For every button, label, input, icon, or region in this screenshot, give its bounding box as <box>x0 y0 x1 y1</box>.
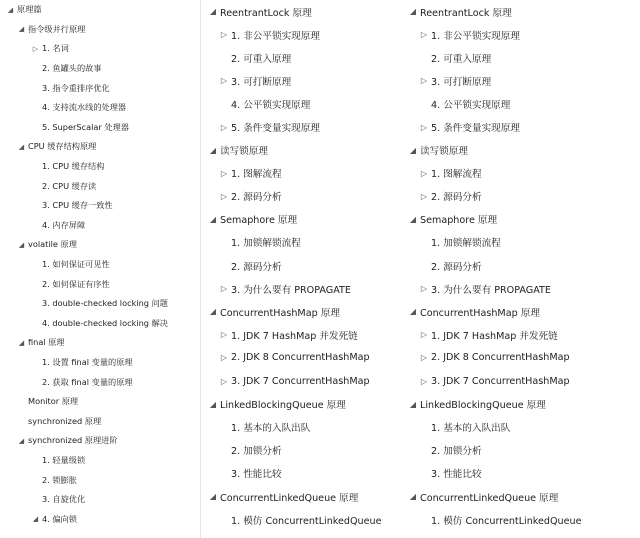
expand-triangle-icon[interactable]: ▷ <box>420 376 428 386</box>
outline-item-label: 3. 为什么要有 PROPAGATE <box>231 284 351 296</box>
outline-item[interactable] <box>402 254 640 277</box>
expand-triangle-icon[interactable]: ▷ <box>220 76 228 86</box>
outline-item-label: 1. 图解流程 <box>231 169 282 181</box>
outline-item-label: 4. double-checked locking 解决 <box>42 317 168 328</box>
outline-item[interactable] <box>202 69 400 92</box>
outline-item[interactable] <box>202 0 400 23</box>
outline-item-label: 3. JDK 7 ConcurrentHashMap <box>431 375 570 387</box>
outline-item-label: 1. 设置 final 变量的原理 <box>42 356 133 367</box>
outline-item[interactable] <box>402 69 640 92</box>
expand-triangle-icon[interactable]: ▷ <box>220 330 228 340</box>
expand-triangle-icon[interactable]: ▷ <box>220 30 228 40</box>
collapse-triangle-icon[interactable]: ◢ <box>7 5 14 14</box>
outline-item[interactable] <box>202 393 400 416</box>
outline-item[interactable] <box>0 314 200 334</box>
outline-item[interactable] <box>202 300 400 323</box>
outline-item-label: 2. 加锁分析 <box>431 446 482 458</box>
outline-item-label: 3. CPU 缓存一致性 <box>42 200 113 211</box>
expand-triangle-icon[interactable]: ▷ <box>220 168 228 178</box>
collapse-triangle-icon[interactable]: ◢ <box>209 7 217 17</box>
collapse-triangle-icon[interactable]: ◢ <box>18 240 25 249</box>
outline-item[interactable] <box>402 231 640 254</box>
outline-item[interactable] <box>402 416 640 439</box>
outline-item-label: 原理篇 <box>17 4 42 15</box>
outline-panel-middle <box>202 0 400 531</box>
outline-item[interactable] <box>402 346 640 369</box>
outline-item[interactable] <box>202 231 400 254</box>
outline-item[interactable] <box>0 39 200 59</box>
outline-item-label: 3. JDK 7 ConcurrentHashMap <box>231 375 370 387</box>
outline-item[interactable] <box>0 118 200 138</box>
outline-item[interactable] <box>402 393 640 416</box>
outline-item[interactable] <box>202 370 400 393</box>
outline-item[interactable] <box>202 23 400 46</box>
expand-triangle-icon[interactable]: ▷ <box>420 353 428 363</box>
outline-item-label: 2. 源码分析 <box>431 192 482 204</box>
collapse-triangle-icon[interactable]: ◢ <box>409 492 417 502</box>
collapse-triangle-icon[interactable]: ◢ <box>18 338 25 347</box>
outline-item-label: CPU 缓存结构原理 <box>28 141 97 152</box>
collapse-triangle-icon[interactable]: ◢ <box>209 145 217 155</box>
outline-item[interactable] <box>402 323 640 346</box>
outline-item[interactable] <box>402 162 640 185</box>
outline-item-label: volatile 原理 <box>28 239 77 250</box>
outline-item[interactable] <box>0 176 200 196</box>
outline-item[interactable] <box>0 392 200 412</box>
outline-item-label: 2. JDK 8 ConcurrentHashMap <box>231 352 370 364</box>
outline-item[interactable] <box>0 216 200 236</box>
outline-panel-left <box>0 0 201 538</box>
outline-item[interactable] <box>0 255 200 275</box>
collapse-triangle-icon[interactable]: ◢ <box>409 399 417 409</box>
outline-item[interactable] <box>0 509 200 529</box>
collapse-triangle-icon[interactable]: ◢ <box>209 399 217 409</box>
outline-item[interactable] <box>0 59 200 79</box>
outline-item[interactable] <box>202 254 400 277</box>
outline-item[interactable] <box>0 235 200 255</box>
outline-item-label: 2. CPU 缓存读 <box>42 180 97 191</box>
outline-item[interactable] <box>202 185 400 208</box>
outline-item[interactable] <box>402 46 640 69</box>
outline-item-label: ConcurrentLinkedQueue 原理 <box>420 492 559 504</box>
outline-item-label: 3. double-checked locking 问题 <box>42 298 168 309</box>
outline-item-label: 2. 可重入原理 <box>231 53 292 65</box>
outline-item-label: 1. 轻量级锁 <box>42 454 86 465</box>
expand-triangle-icon[interactable]: ▷ <box>420 191 428 201</box>
outline-item-label: 5. 条件变量实现原理 <box>231 123 320 135</box>
outline-item[interactable] <box>402 508 640 531</box>
outline-item[interactable] <box>202 115 400 138</box>
outline-item-label: 4. 公平锁实现原理 <box>431 99 511 111</box>
outline-item-label: 2. 可重入原理 <box>431 53 492 65</box>
outline-item-label: Monitor 原理 <box>28 396 79 407</box>
expand-triangle-icon[interactable]: ▷ <box>420 284 428 294</box>
outline-item-label: 2. 源码分析 <box>231 192 282 204</box>
collapse-triangle-icon[interactable]: ◢ <box>409 145 417 155</box>
outline-item[interactable] <box>402 485 640 508</box>
outline-item[interactable] <box>202 323 400 346</box>
outline-item-label: 2. 源码分析 <box>431 261 482 273</box>
collapse-triangle-icon[interactable]: ◢ <box>409 307 417 317</box>
outline-item-label: 2. 获取 final 变量的原理 <box>42 376 133 387</box>
outline-item-label: 3. 可打断原理 <box>431 76 492 88</box>
outline-item-label: 2. 加锁分析 <box>231 446 282 458</box>
outline-item-label: 4. 支持流水线的处理器 <box>42 102 127 113</box>
outline-item[interactable] <box>0 137 200 157</box>
outline-item[interactable] <box>202 416 400 439</box>
outline-item-label: 1. JDK 7 HashMap 并发死链 <box>231 330 358 342</box>
outline-item[interactable] <box>202 346 400 369</box>
outline-item[interactable] <box>402 139 640 162</box>
outline-item[interactable] <box>0 333 200 353</box>
outline-item[interactable] <box>202 92 400 115</box>
expand-triangle-icon[interactable]: ▷ <box>420 168 428 178</box>
outline-item-label: 5. 条件变量实现原理 <box>431 123 520 135</box>
outline-item-label: 3. 指令重排序优化 <box>42 82 110 93</box>
outline-item-label: 2. 如何保证有序性 <box>42 278 110 289</box>
outline-item-label: 3. 为什么要有 PROPAGATE <box>431 284 551 296</box>
collapse-triangle-icon[interactable]: ◢ <box>209 307 217 317</box>
outline-item-label: ConcurrentHashMap 原理 <box>220 307 340 319</box>
outline-item[interactable] <box>402 92 640 115</box>
outline-item-label: LinkedBlockingQueue 原理 <box>220 400 346 412</box>
outline-item-label: 1. 图解流程 <box>431 169 482 181</box>
outline-item-label: ReentrantLock 原理 <box>420 7 512 19</box>
outline-item-label: 1. 非公平锁实现原理 <box>231 30 320 42</box>
outline-item[interactable] <box>202 277 400 300</box>
outline-item[interactable] <box>0 294 200 314</box>
outline-item-label: 3. 自旋优化 <box>42 494 86 505</box>
outline-item[interactable] <box>0 157 200 177</box>
outline-item-label: 2. 鱼罐头的故事 <box>42 63 102 74</box>
outline-item[interactable] <box>202 485 400 508</box>
outline-item-label: 1. 基本的入队出队 <box>431 423 511 435</box>
collapse-triangle-icon[interactable]: ◢ <box>18 142 25 151</box>
outline-item[interactable] <box>202 46 400 69</box>
outline-item[interactable] <box>0 20 200 40</box>
outline-item-label: 1. 如何保证可见性 <box>42 259 110 270</box>
collapse-triangle-icon[interactable]: ◢ <box>209 214 217 224</box>
outline-item[interactable] <box>402 115 640 138</box>
outline-item[interactable] <box>0 196 200 216</box>
outline-item[interactable] <box>202 439 400 462</box>
outline-item[interactable] <box>0 0 200 20</box>
outline-item-label: 读写锁原理 <box>420 146 468 158</box>
outline-item-label: LinkedBlockingQueue 原理 <box>420 400 546 412</box>
outline-item-label: 1. 名词 <box>42 43 69 54</box>
outline-panel-right <box>402 0 640 531</box>
outline-item-label: 2. 源码分析 <box>231 261 282 273</box>
outline-item-label: final 原理 <box>28 337 65 348</box>
expand-triangle-icon[interactable]: ▷ <box>220 353 228 363</box>
expand-triangle-icon[interactable]: ▷ <box>420 30 428 40</box>
outline-item[interactable] <box>202 462 400 485</box>
expand-triangle-icon[interactable]: ▷ <box>32 44 39 53</box>
expand-triangle-icon[interactable]: ▷ <box>420 330 428 340</box>
outline-item[interactable] <box>402 300 640 323</box>
outline-item[interactable] <box>402 439 640 462</box>
outline-item-label: 1. 加锁解锁流程 <box>431 238 501 250</box>
outline-item[interactable] <box>402 370 640 393</box>
outline-item[interactable] <box>0 411 200 431</box>
collapse-triangle-icon[interactable]: ◢ <box>409 7 417 17</box>
outline-item[interactable] <box>0 470 200 490</box>
outline-item-label: ConcurrentHashMap 原理 <box>420 307 540 319</box>
outline-item-label: 指令级并行原理 <box>28 23 86 34</box>
outline-item[interactable] <box>0 353 200 373</box>
outline-item-label: Semaphore 原理 <box>220 215 298 227</box>
outline-item[interactable] <box>0 98 200 118</box>
outline-item[interactable] <box>402 0 640 23</box>
outline-item-label: 4. 内存屏障 <box>42 219 86 230</box>
outline-item-label: 3. 性能比较 <box>431 469 482 481</box>
outline-item-label: 4. 公平锁实现原理 <box>231 99 311 111</box>
outline-item[interactable] <box>202 208 400 231</box>
expand-triangle-icon[interactable]: ▷ <box>220 376 228 386</box>
outline-item-label: 3. 可打断原理 <box>231 76 292 88</box>
outline-item-label: synchronized 原理进阶 <box>28 435 118 446</box>
outline-item[interactable] <box>0 451 200 471</box>
expand-triangle-icon[interactable]: ▷ <box>220 191 228 201</box>
outline-item-label: 1. JDK 7 HashMap 并发死链 <box>431 330 558 342</box>
outline-item-label: 1. CPU 缓存结构 <box>42 161 105 172</box>
outline-item-label: 1. 模仿 ConcurrentLinkedQueue <box>431 515 582 527</box>
outline-item-label: synchronized 原理 <box>28 415 102 426</box>
outline-item-label: ReentrantLock 原理 <box>220 7 312 19</box>
outline-item-label: 4. 偏向锁 <box>42 513 77 524</box>
outline-item-label: 2. 锁膨胀 <box>42 474 77 485</box>
outline-item-label: 2. JDK 8 ConcurrentHashMap <box>431 352 570 364</box>
expand-triangle-icon[interactable]: ▷ <box>220 284 228 294</box>
outline-item[interactable] <box>402 23 640 46</box>
collapse-triangle-icon[interactable]: ◢ <box>209 492 217 502</box>
outline-item[interactable] <box>402 185 640 208</box>
outline-item-label: 3. 性能比较 <box>231 469 282 481</box>
outline-item[interactable] <box>202 162 400 185</box>
outline-item[interactable] <box>402 208 640 231</box>
collapse-triangle-icon[interactable]: ◢ <box>18 436 25 445</box>
outline-item[interactable] <box>0 274 200 294</box>
expand-triangle-icon[interactable]: ▷ <box>220 122 228 132</box>
collapse-triangle-icon[interactable]: ◢ <box>32 515 39 524</box>
outline-item[interactable] <box>402 277 640 300</box>
collapse-triangle-icon[interactable]: ◢ <box>409 214 417 224</box>
outline-item[interactable] <box>0 490 200 510</box>
collapse-triangle-icon[interactable]: ◢ <box>18 25 25 34</box>
outline-item[interactable] <box>0 78 200 98</box>
expand-triangle-icon[interactable]: ▷ <box>420 76 428 86</box>
outline-item[interactable] <box>202 508 400 531</box>
outline-item-label: 1. 非公平锁实现原理 <box>431 30 520 42</box>
outline-item[interactable] <box>0 431 200 451</box>
outline-item[interactable] <box>402 462 640 485</box>
outline-item-label: 1. 加锁解锁流程 <box>231 238 301 250</box>
outline-item-label: 读写锁原理 <box>220 146 268 158</box>
outline-item-label: 1. 基本的入队出队 <box>231 423 311 435</box>
outline-item[interactable] <box>202 139 400 162</box>
outline-item-label: Semaphore 原理 <box>420 215 498 227</box>
expand-triangle-icon[interactable]: ▷ <box>420 122 428 132</box>
outline-item-label: ConcurrentLinkedQueue 原理 <box>220 492 359 504</box>
outline-item-label: 5. SuperScalar 处理器 <box>42 121 129 132</box>
outline-item-label: 1. 模仿 ConcurrentLinkedQueue <box>231 515 382 527</box>
outline-item[interactable] <box>0 372 200 392</box>
